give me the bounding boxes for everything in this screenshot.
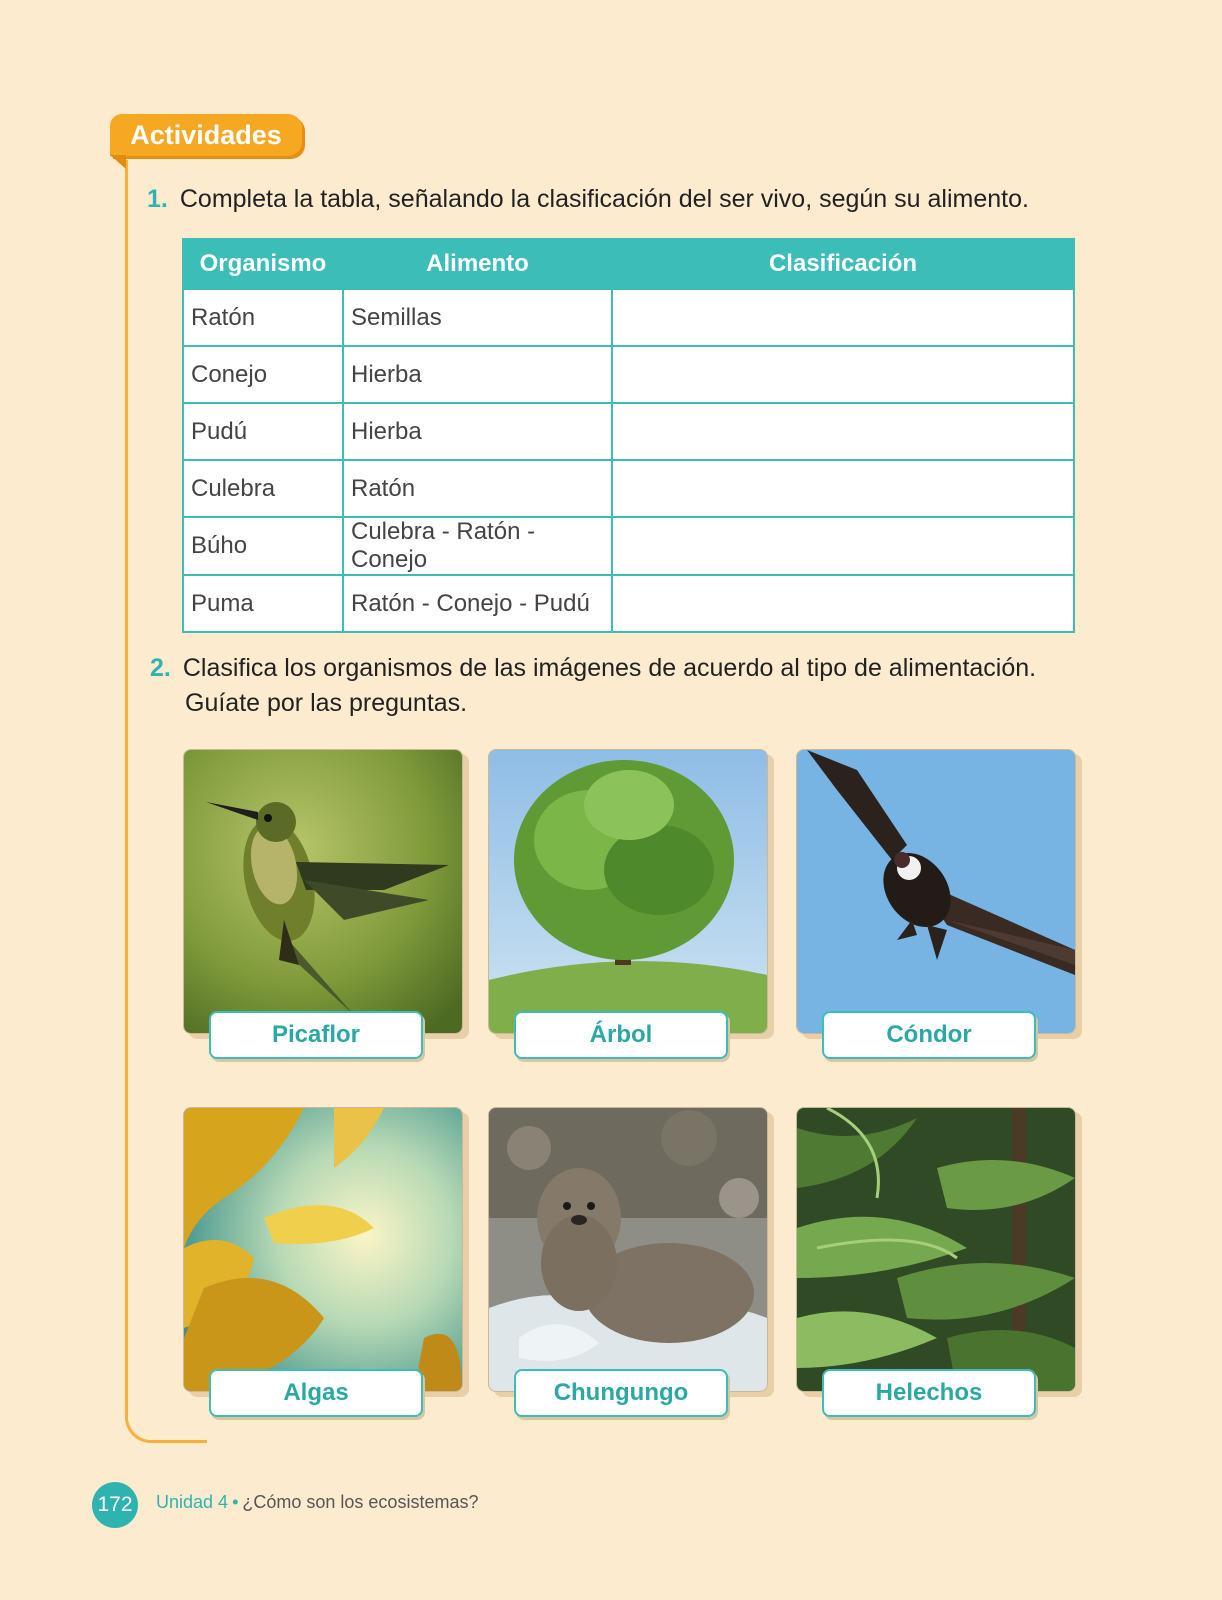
- question-2-number: 2.: [150, 654, 171, 682]
- image-label: Picaflor: [209, 1011, 423, 1059]
- cell-clasificacion-answer[interactable]: [612, 460, 1074, 517]
- image-card-picaflor: [183, 749, 463, 1048]
- cell-alimento: Semillas: [343, 289, 612, 346]
- cell-clasificacion-answer[interactable]: [612, 403, 1074, 460]
- image-card-chungungo: [488, 1107, 768, 1406]
- image-card-condor: [796, 749, 1076, 1048]
- image-label: Árbol: [514, 1011, 728, 1059]
- image-card-arbol: [488, 749, 768, 1048]
- cell-alimento: Ratón - Conejo - Pudú: [343, 575, 612, 632]
- cell-organismo: Conejo: [183, 346, 343, 403]
- cell-clasificacion-answer[interactable]: [612, 289, 1074, 346]
- image-label: Cóndor: [822, 1011, 1036, 1059]
- image-label: Helechos: [822, 1369, 1036, 1417]
- tree-photo: [488, 749, 768, 1034]
- page-number-badge: 172: [92, 1482, 138, 1528]
- kelp-photo: [183, 1107, 463, 1392]
- cell-organismo: Ratón: [183, 289, 343, 346]
- hummingbird-photo: [183, 749, 463, 1034]
- cell-alimento: Culebra - Ratón -Conejo: [343, 517, 612, 575]
- question-1-number: 1.: [147, 185, 168, 213]
- footer-running-title: [156, 1492, 478, 1513]
- header-alimento: Alimento: [343, 239, 612, 289]
- table-row: [183, 346, 1074, 403]
- cell-clasificacion-answer[interactable]: [612, 575, 1074, 632]
- image-label: Chungungo: [514, 1369, 728, 1417]
- question-2-text-line1: Clasifica los organismos de las imágenes de acuerdo al tipo de alimentación.: [182, 654, 1037, 682]
- condor-photo: [796, 749, 1076, 1034]
- header-clasificacion: Clasificación: [612, 239, 1074, 289]
- footer-separator: •: [232, 1492, 239, 1512]
- table-row: [183, 460, 1074, 517]
- cell-clasificacion-answer[interactable]: [612, 517, 1074, 575]
- ferns-photo: [796, 1107, 1076, 1392]
- question-2-text-line2: Guíate por las preguntas.: [185, 689, 468, 717]
- classification-table: [182, 238, 1075, 633]
- cell-organismo: Culebra: [183, 460, 343, 517]
- table-header-row: [183, 239, 1074, 289]
- otter-photo: [488, 1107, 768, 1392]
- table-row: [183, 403, 1074, 460]
- image-label: Algas: [209, 1369, 423, 1417]
- footer-unit: Unidad 4: [156, 1492, 229, 1512]
- cell-clasificacion-answer[interactable]: [612, 346, 1074, 403]
- section-title: Actividades: [110, 114, 302, 156]
- cell-alimento: Hierba: [343, 403, 612, 460]
- table-row: [183, 517, 1074, 575]
- question-1: [147, 182, 1029, 217]
- table-row: [183, 575, 1074, 632]
- cell-organismo: Pudú: [183, 403, 343, 460]
- cell-organismo: Búho: [183, 517, 343, 575]
- cell-organismo: Puma: [183, 575, 343, 632]
- cell-alimento: Hierba: [343, 346, 612, 403]
- cell-alimento: Ratón: [343, 460, 612, 517]
- table-row: [183, 289, 1074, 346]
- question-1-text: Completa la tabla, señalando la clasificación del ser vivo, según su alimento.: [179, 185, 1029, 213]
- question-2: [150, 651, 1110, 721]
- section-tab-fold: [110, 155, 126, 169]
- header-organismo: Organismo: [183, 239, 343, 289]
- footer-chapter: ¿Cómo son los ecosistemas?: [242, 1492, 479, 1512]
- image-card-helechos: [796, 1107, 1076, 1406]
- image-card-algas: [183, 1107, 463, 1406]
